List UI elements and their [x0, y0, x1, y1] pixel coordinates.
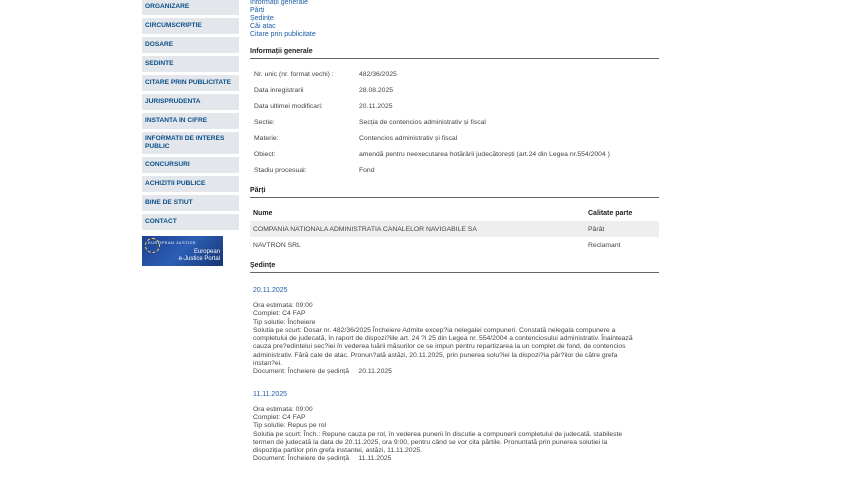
sedinta-line: Complet: C4 FAP: [253, 310, 306, 318]
info-label: Nr. unic (nr. format vechi) :: [254, 70, 334, 78]
info-row: [250, 82, 659, 98]
info-label: Data inregistrarii: [254, 86, 304, 94]
info-row: [250, 98, 659, 114]
sedinta-line: cauza pre?edintelui sec?iei în vederea luării măsurilor ce se impun pentru repartizarea la un complet de fond, de contencios: [253, 343, 626, 351]
sedinta-line: Complet: C4 FAP: [253, 413, 306, 421]
sedinta-line: instan?ei.: [253, 360, 283, 368]
info-value: 28.08.2025: [359, 86, 394, 94]
nav-organizare[interactable]: ORGANIZARE: [142, 0, 239, 15]
section-title-sedinte: Ședințe: [250, 262, 659, 273]
nav-bine-de-stiut[interactable]: BINE DE STIUT: [142, 195, 239, 211]
info-value: Secția de contencios administrativ și fiscal: [359, 118, 486, 126]
info-value: Contencios administrativ și fiscal: [359, 134, 458, 142]
parti-table: [250, 205, 659, 253]
parti-role: Reclamant: [588, 241, 621, 249]
parti-header-name: Nume: [253, 209, 273, 217]
sidebar-nav: [142, 0, 239, 266]
link-parti[interactable]: Părți: [250, 7, 265, 14]
sedinta-document: Document: Încheiere de ședință 11.11.2025: [253, 455, 392, 463]
nav-informatii-interes-public[interactable]: INFORMATII DE INTERES PUBLIC: [142, 132, 239, 154]
ejustice-banner-top: EUROPEAN JUSTICE: [148, 240, 197, 245]
sedinta-date: 11.11.2025: [253, 390, 287, 398]
nav-instanta-in-cifre[interactable]: INSTANTA IN CIFRE: [142, 113, 239, 129]
link-cai-atac[interactable]: Căi atac: [250, 23, 276, 30]
nav-sedinte[interactable]: SEDINTE: [142, 56, 239, 72]
section-title-parti: Părți: [250, 187, 659, 198]
parti-name: COMPANIA NATIONALA ADMINISTRATIA CANALELOR NAVIGABILE SA: [250, 221, 585, 237]
sedinta-line: Ora estimata: 09:00: [253, 405, 313, 413]
sedinta-line: Solutia pe scurt: Înch.: Repune cauza pe rol, în vederea punerii în discutie a compunerii completului de judecată. stabileste: [253, 430, 623, 438]
sedinta-date: 20.11.2025: [253, 287, 288, 294]
nav-contact[interactable]: CONTACT: [142, 214, 239, 230]
nav-dosare[interactable]: DOSARE: [142, 37, 239, 53]
parti-role: Pârât: [585, 221, 659, 237]
nav-circumscriptie[interactable]: CIRCUMSCRIPTIE: [142, 18, 239, 34]
table-row: [250, 237, 659, 253]
parti-header-row: [250, 205, 659, 221]
ejustice-banner-line2: e-Justice Portal: [178, 256, 220, 262]
info-row: [250, 114, 659, 130]
info-row: [250, 146, 659, 162]
sedinta-line: Tip solutie: Repus pe rol: [253, 422, 327, 430]
sedinta-line: Tip solutie: Încheiere: [253, 318, 316, 326]
info-label: Stadiu procesual:: [254, 166, 307, 174]
info-label: Materie:: [254, 134, 279, 142]
anchor-links: [250, 0, 659, 39]
info-value: 482/36/2025: [359, 70, 397, 78]
link-citare-prin-publicitate[interactable]: Citare prin publicitate: [250, 31, 316, 38]
section-title-informatii: Informații generale: [250, 48, 659, 59]
nav-achizitii-publice[interactable]: ACHIZITII PUBLICE: [142, 176, 239, 192]
nav-jurisprudenta[interactable]: JURISPRUDENTA: [142, 94, 239, 110]
parti-name: NAVTRON SRL: [253, 241, 301, 249]
sedinta-line: completului de judecată, în raport de dispozi?iile art. 24 ?i 25 din Legea nr. 554/2004 a contenciosului administrativ. Înaintează: [253, 335, 633, 343]
ejustice-portal-banner[interactable]: [142, 236, 223, 266]
info-value: Fond: [359, 166, 375, 174]
sedinta-line: administrativ. Fără cale de atac. Pronun?ată astăzi, 20.11.2025, prin punerea solu?iei la dispozi?ia păr?ilor de către grefa: [253, 351, 618, 359]
sedinta-details: [253, 406, 659, 464]
info-label: Data ultimei modificari:: [254, 102, 323, 110]
link-informatii-generale[interactable]: Informații generale: [250, 0, 308, 6]
table-row: [250, 221, 659, 237]
parti-header-role: Calitate parte: [588, 209, 633, 217]
ejustice-banner-line1: European: [193, 249, 220, 255]
info-row: [250, 66, 659, 82]
nav-concursuri[interactable]: CONCURSURI: [142, 157, 239, 173]
sedinta-document: Document: Încheiere de ședință 20.11.2025: [253, 368, 392, 376]
sedinta-line: dispoziția partilor prin grefa instantei, astăzi, 11.11.2025.: [253, 447, 423, 455]
info-label: Sectie:: [254, 118, 275, 126]
sedinta-details: [253, 302, 659, 377]
link-sedinte[interactable]: Ședințe: [250, 15, 274, 22]
nav-citare-prin-publicitate[interactable]: CITARE PRIN PUBLICITATE: [142, 75, 239, 91]
sedinta-line: termen de judecată la data de 20.11.2025, ora 9:00, pentru când se vor cita părtile. Pronuntată prin punerea solutiei la: [253, 438, 608, 446]
info-value: 20.11.2025: [359, 102, 393, 110]
sedinta-line: Ora estimata: 09:00: [253, 302, 313, 309]
info-table: [250, 66, 659, 178]
sedinta-line: Solutia pe scurt: Dosar nr. 482/36/2025 Încheiere Admite excep?ia nelegalei compuneri. Constată nelegala compunere a: [253, 326, 616, 334]
info-row: [250, 130, 659, 146]
info-value: amendă pentru neexecutarea hotărârii judecătorești (art.24 din Legea nr.554/2004 ): [359, 150, 610, 158]
main-content: [250, 0, 659, 464]
info-row: [250, 162, 659, 178]
info-label: Obiect:: [254, 150, 276, 158]
